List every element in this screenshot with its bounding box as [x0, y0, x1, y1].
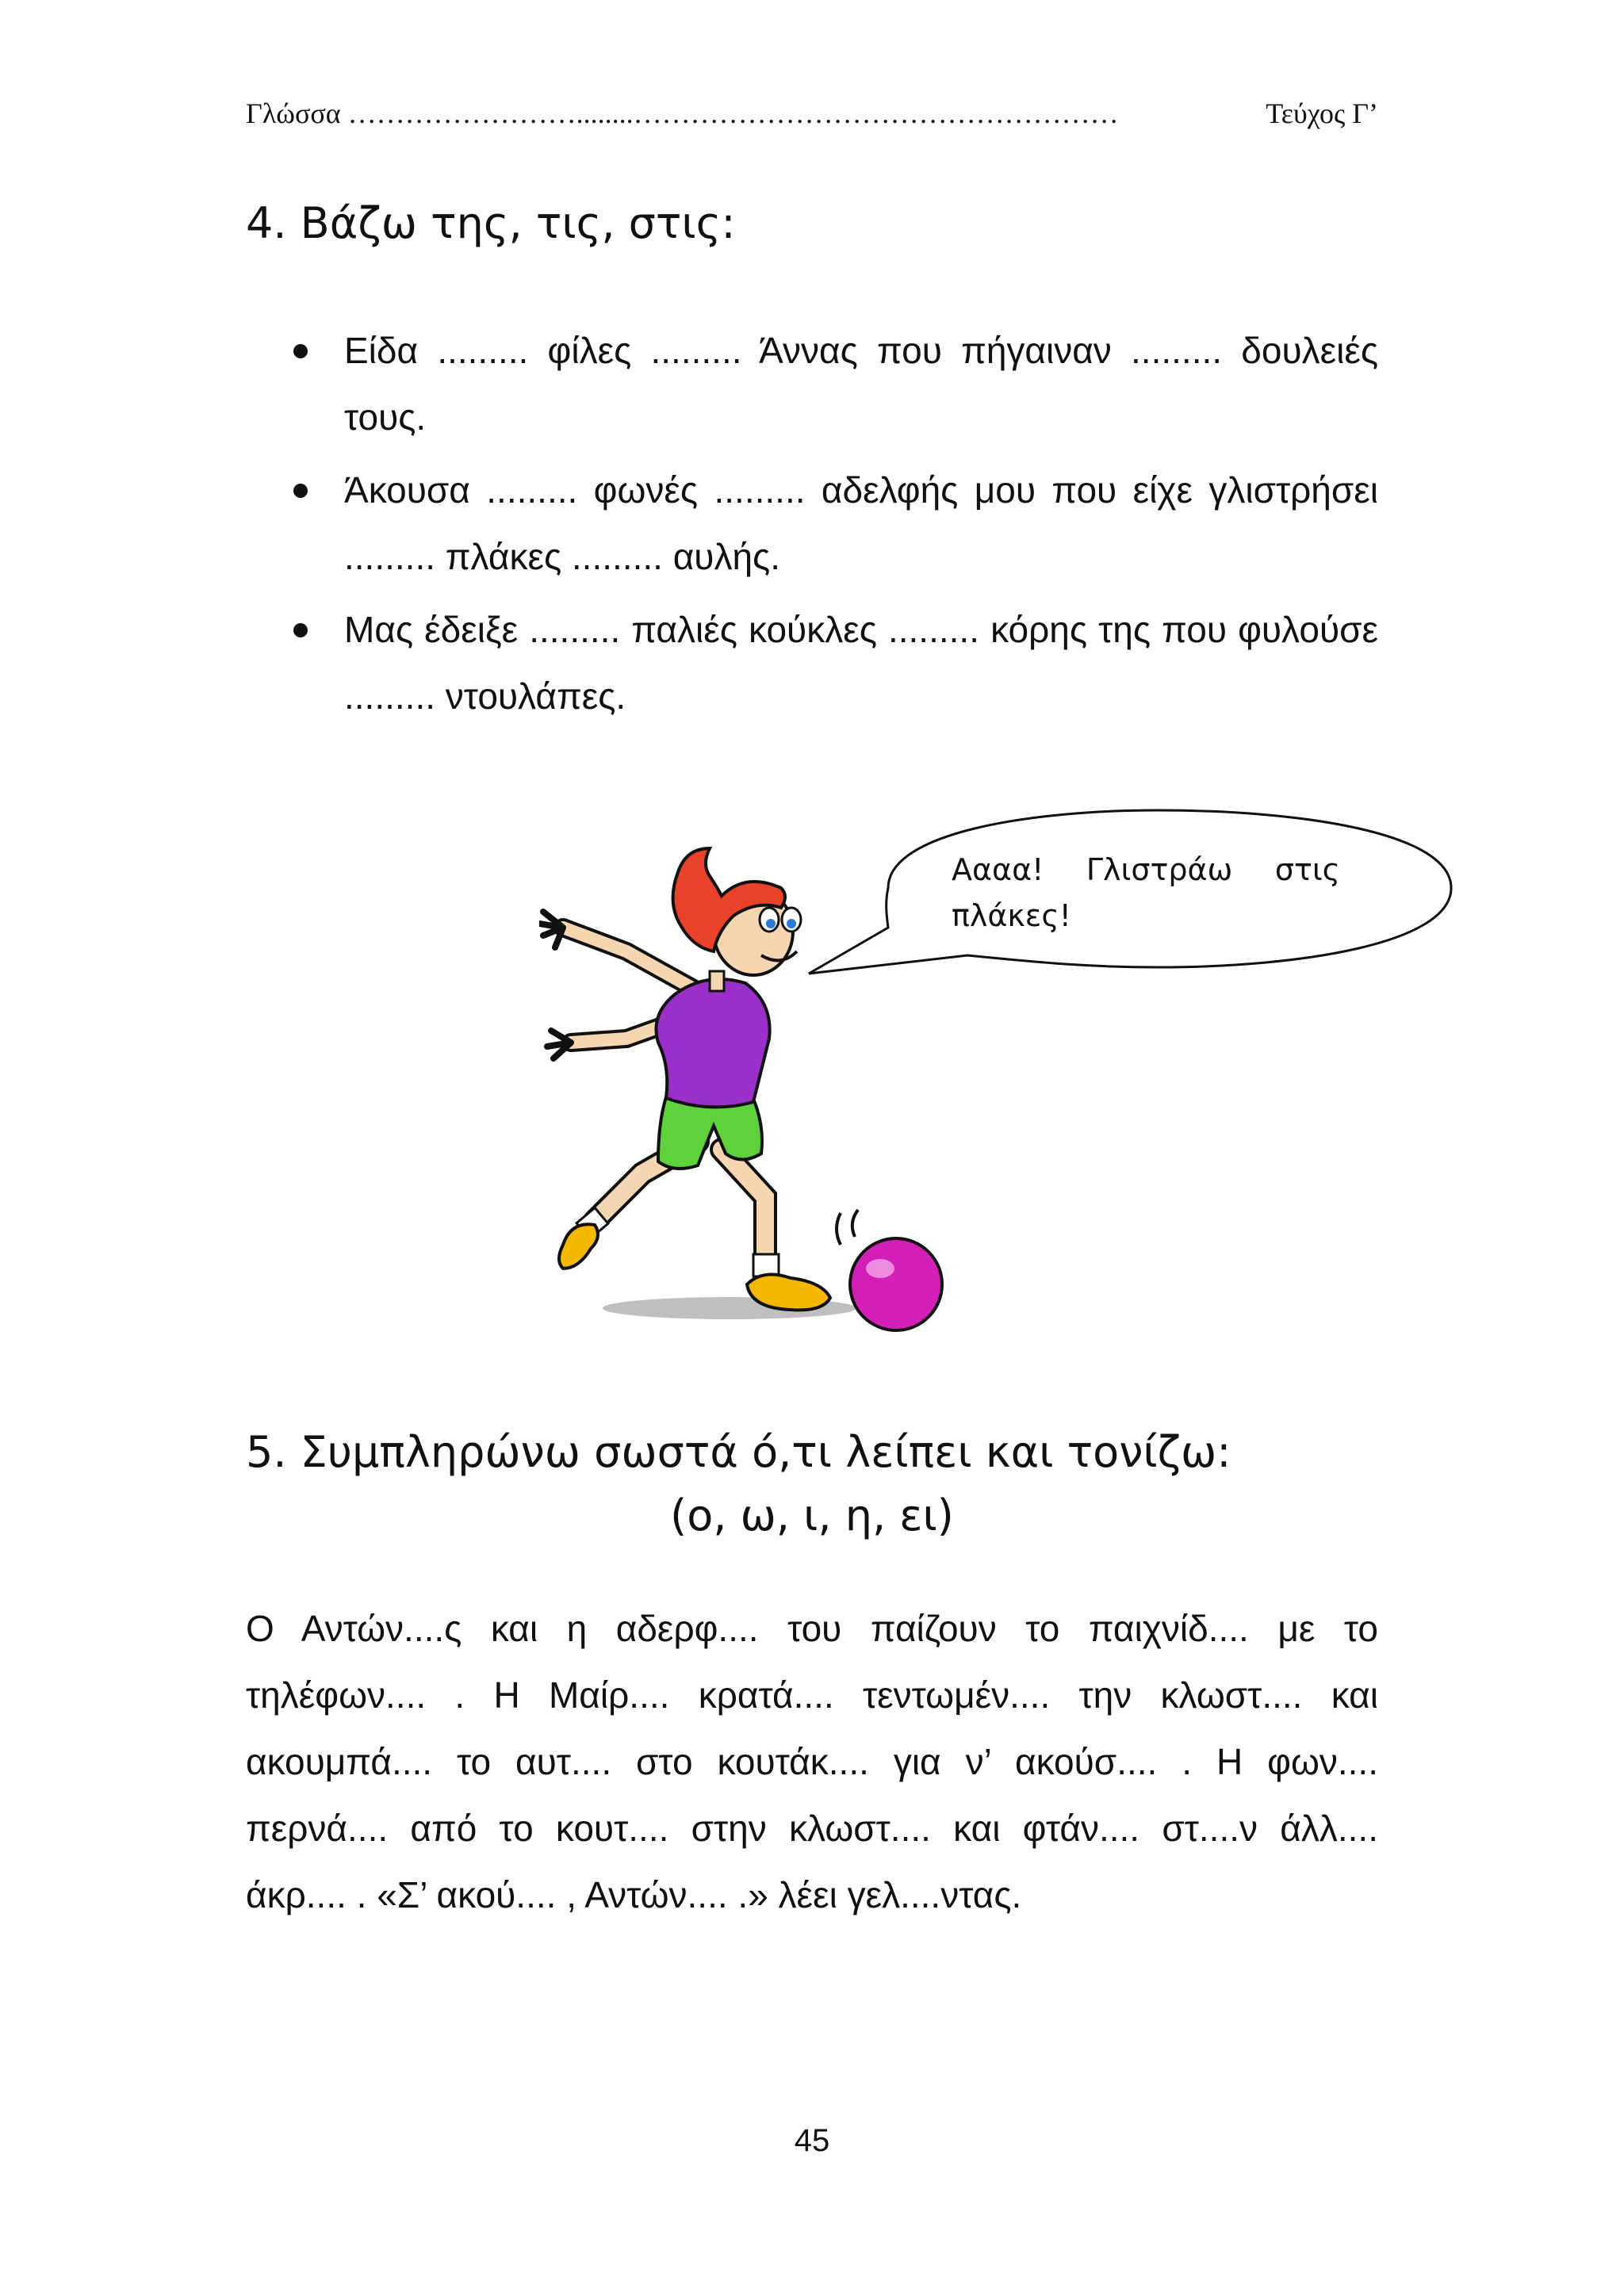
- exercise-4-title: 4. Βάζω της, τις, στις:: [246, 198, 736, 248]
- list-item-text: Μας έδειξε ......... παλιές κούκλες ......... κόρης της που φυλούσε ......... ντουλάπες.: [344, 609, 1378, 717]
- exercise-4-list: [293, 317, 1378, 736]
- list-item: [293, 596, 1378, 729]
- bullet-icon: [293, 484, 308, 498]
- page-number: 45: [794, 2123, 830, 2158]
- list-item: [293, 317, 1378, 450]
- speech-bubble-text: Αααα! Γλιστράω στις πλάκες!: [952, 852, 1340, 933]
- list-item-text: Άκουσα ......... φωνές ......... αδελφής μου που είχε γλιστρήσει ......... πλάκες ......... αυλής.: [344, 469, 1378, 577]
- page-header: [246, 97, 1378, 130]
- exercise-5-paragraph: Ο Αντών....ς και η αδερφ.... του παίζουν το παιχνίδ.... με το τηλέφων.... . Η Μαίρ.... κρατά.... τεντωμέν.... την κλωστ.... και ακουμπά.... το αυτ.... στο κουτάκ.... για ν’ ακούσ.... . Η φων.... περνά.... από το κουτ.... στην κλωστ.... και φτάν.... στ....ν άλλ.... άκρ.... . «Σ’ ακού.... , Αντών.... .» λέει γελ....ντας.: [246, 1608, 1378, 1915]
- ball-icon: [850, 1238, 942, 1330]
- bullet-icon: [293, 623, 308, 637]
- exercise-5-letters: (ο, ω, ι, η, ει): [670, 1490, 954, 1540]
- list-item: [293, 457, 1378, 590]
- bullet-icon: [293, 344, 308, 358]
- header-left: Γλώσσα ……………………........……………………………………………: [246, 98, 1119, 129]
- header-right: Τεύχος Γ’: [1261, 97, 1378, 130]
- exercise-5-title: 5. Συμπληρώνω σωστά ό,τι λείπει και τονίζω:: [246, 1427, 1231, 1477]
- list-item-text: Είδα ......... φίλες ......... Άννας που πήγαιναν ......... δουλειές τους.: [344, 330, 1378, 438]
